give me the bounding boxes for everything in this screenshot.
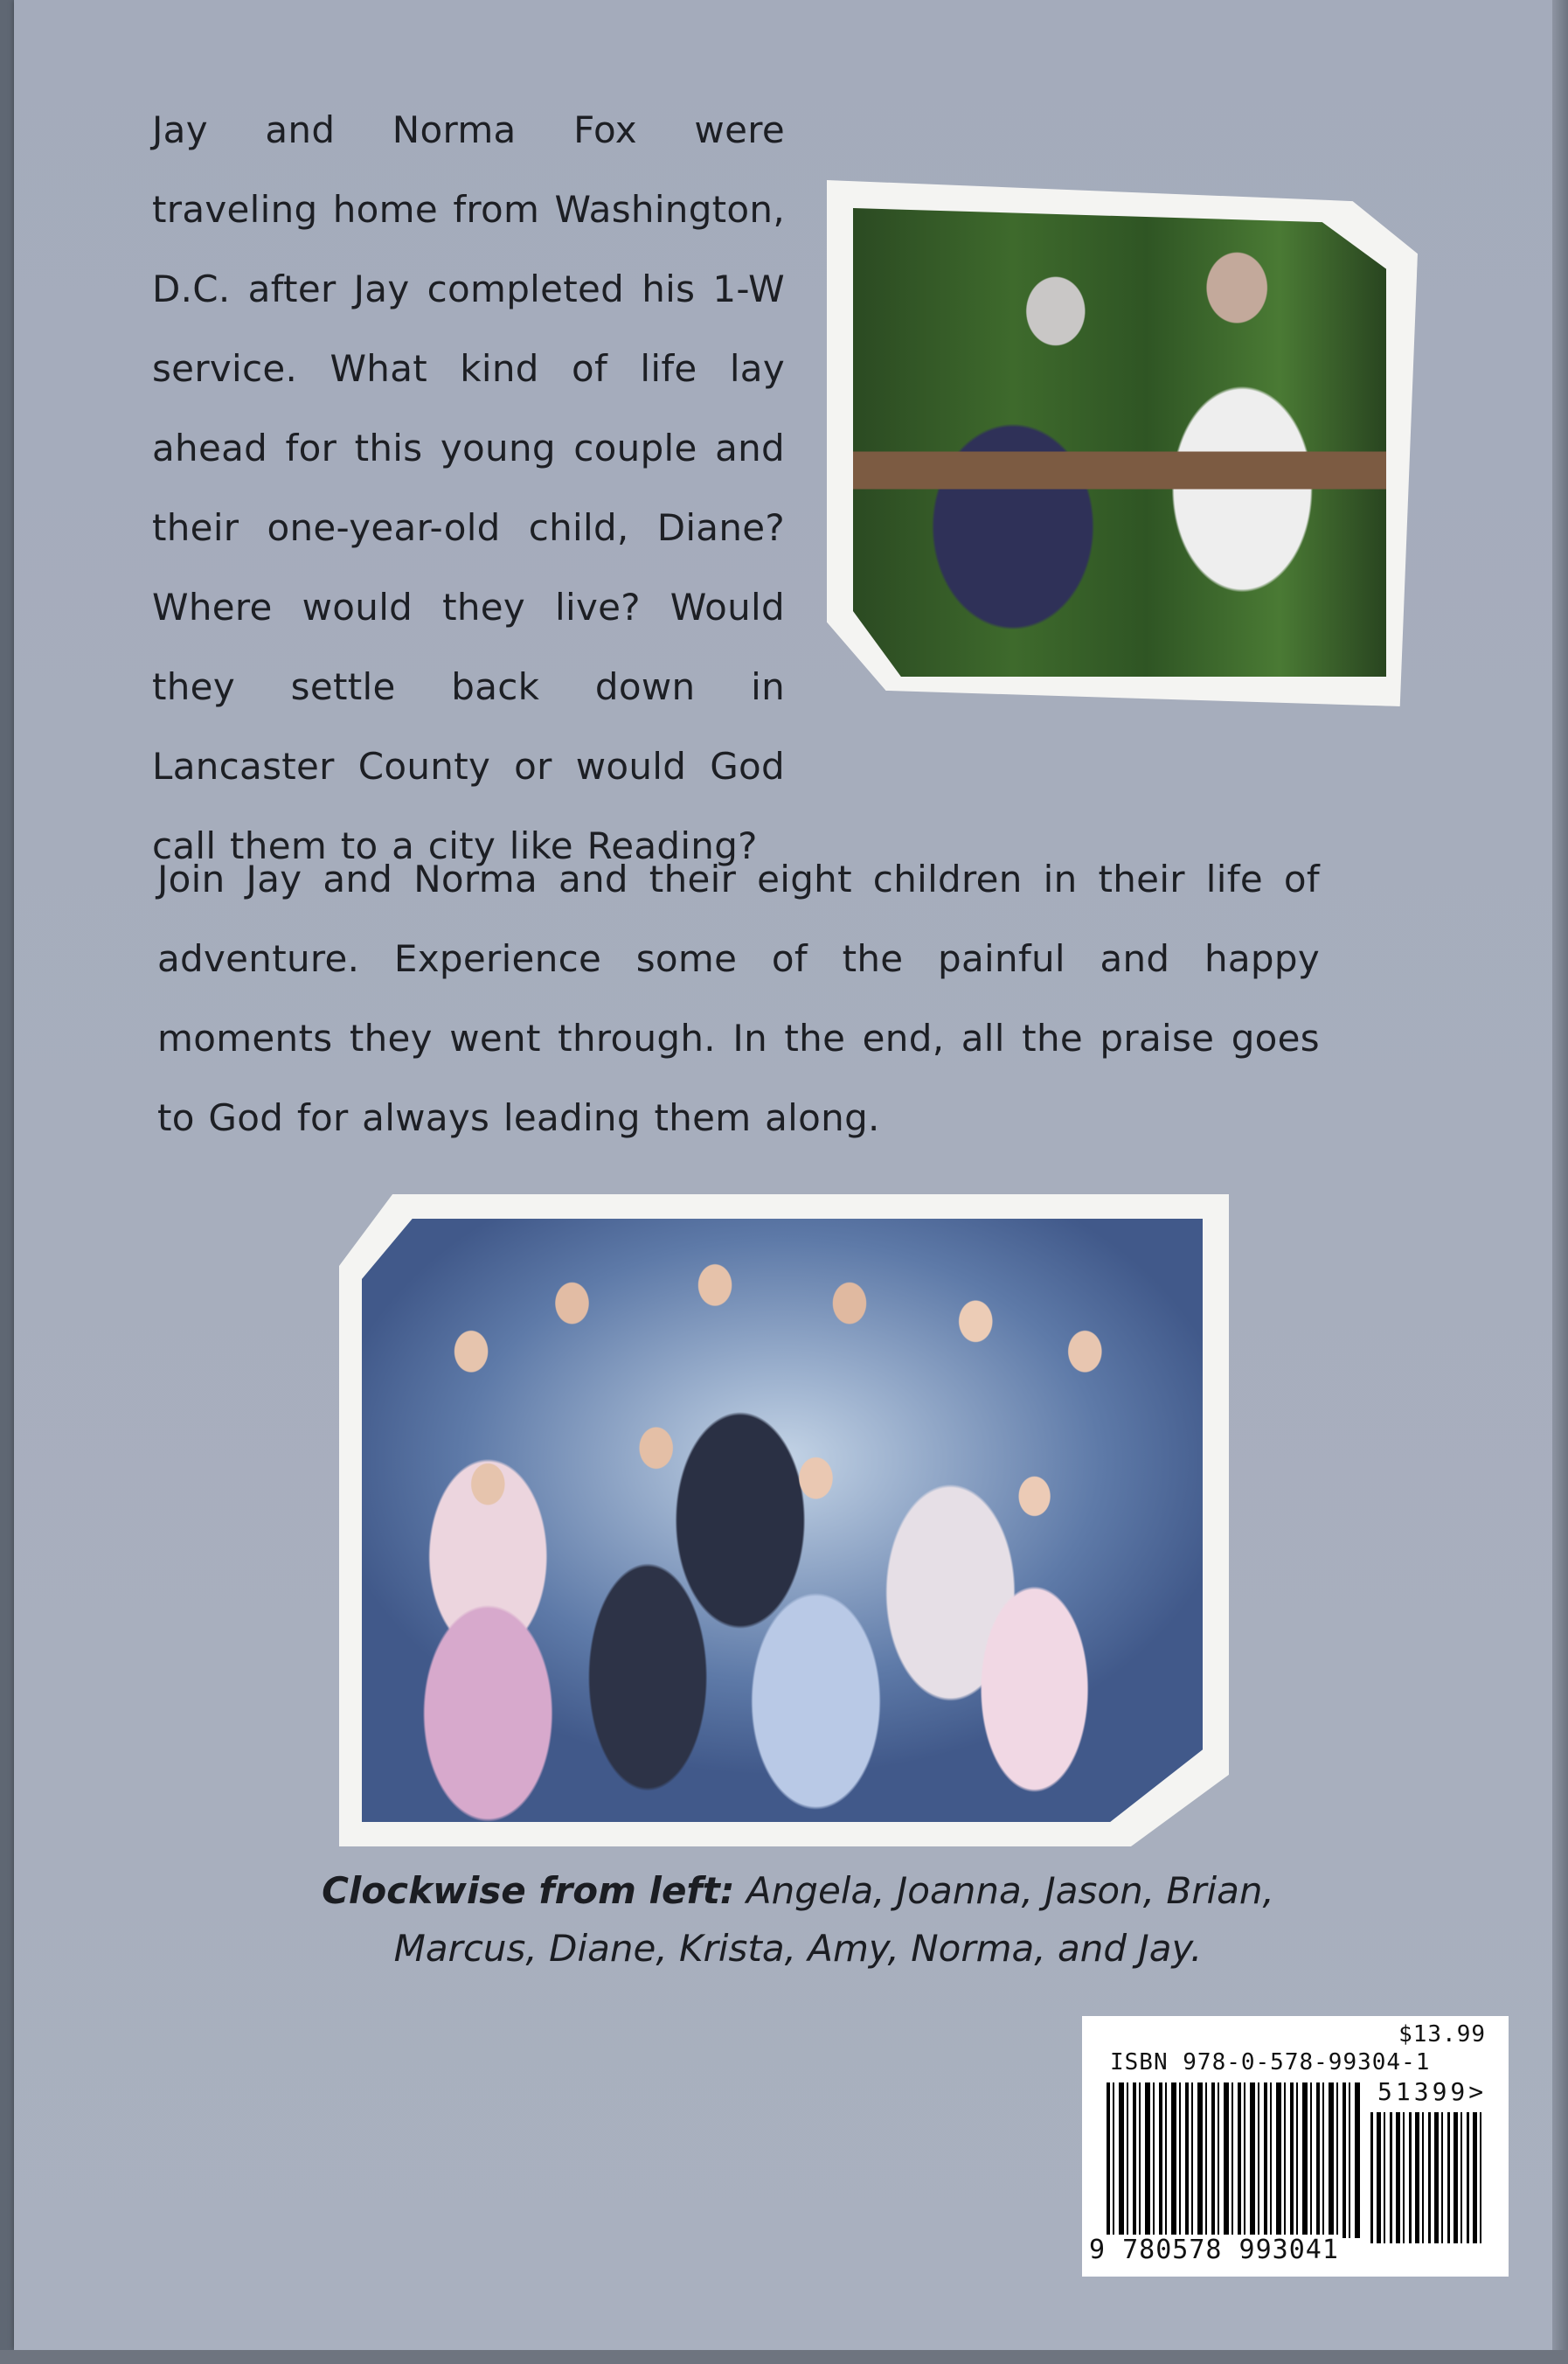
price-addon-label: 51399> — [1377, 2077, 1488, 2106]
description-paragraph-2: Join Jay and Norma and their eight children in their life of adventure. Experience some of the painful and happy moments they went through. In the end, all the praise goes to God for always leading them along. — [157, 858, 1320, 1139]
caption-lead: Clockwise from left: — [322, 1869, 735, 1912]
cover-bottom-edge — [0, 2350, 1568, 2364]
cover-right-edge — [1552, 0, 1568, 2364]
couple-photo — [827, 180, 1418, 706]
addon-bars — [1370, 2112, 1486, 2243]
isbn-barcode — [1082, 2016, 1509, 2277]
caption-names: Angela, Joanna, Jason, Brian, Marcus, Diane, Krista, Amy, Norma, and Jay. — [393, 1869, 1274, 1970]
family-photo — [339, 1194, 1229, 1846]
couple-photo-image — [853, 208, 1386, 677]
ean-digits: 9 780578 993041 — [1089, 2235, 1339, 2265]
description-paragraph-1: Jay and Norma Fox were traveling home from Washington, D.C. after Jay completed his 1-W service. What kind of life lay ahead for this young couple and their one-year-old child, Diane? Where would they live? Would they settle back down in Lancaster County or would God call them to a city like Reading? — [152, 108, 785, 867]
price-label: $13.99 — [1398, 2021, 1486, 2048]
photo-caption — [276, 1862, 1320, 1978]
ean-bars — [1107, 2082, 1360, 2238]
family-photo-image — [362, 1219, 1203, 1822]
isbn-label: ISBN 978-0-578-99304-1 — [1110, 2049, 1431, 2075]
back-cover — [14, 0, 1559, 2350]
